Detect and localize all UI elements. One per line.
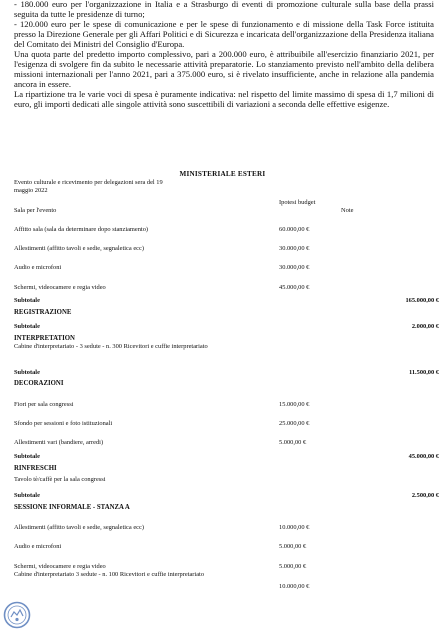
section-heading-label: SESSIONE INFORMALE - STANZA A bbox=[14, 504, 130, 511]
intro-paragraph-3: Una quota parte del predetto importo complessivo, pari a 200.000 euro, è attribuibile all'esercizio finanziario 2021, per l'esigenza di svolgere fin da subito le necessarie attività preparatorie. Lo stanziamento previsto nell'ambito della delibera missioni internazionali per l'anno 2021, pari a 375.000 euro, si è rivelato insufficiente, anche in relazione alla pandemia ancora in essere. bbox=[14, 49, 434, 89]
subtotal-value: 45.000,00 € bbox=[408, 453, 439, 460]
subtotal-label: Subtotale bbox=[14, 297, 40, 304]
subtotal-label: Subtotale bbox=[14, 453, 40, 460]
section-heading-label: RINFRESCHI bbox=[14, 465, 57, 472]
row-label: Sfondo per sessioni e foto istituzionali bbox=[14, 420, 113, 427]
intro-paragraph-4: La ripartizione tra le varie voci di spesa è puramente indicativa: nel rispetto del limite massimo di spesa di 1,7 milioni di euro, gli importi dedicati alle singole attività sono suscettibili di variazioni a seconda delle effettive esigenze. bbox=[14, 89, 434, 109]
budget-column-header: Ipotesi budget bbox=[279, 199, 316, 206]
row-budget: 25.000,00 € bbox=[279, 420, 310, 427]
row-label: Audio e microfoni bbox=[14, 264, 62, 271]
subtotal-label: Subtotale bbox=[14, 323, 40, 330]
row-label: Audio e microfoni bbox=[14, 543, 62, 550]
venue-section-label: Sala per l'evento bbox=[14, 207, 57, 214]
row-label: Allestimenti (affitto tavoli e sedie, segnaletica ecc) bbox=[14, 245, 144, 252]
row-budget: 45.000,00 € bbox=[279, 284, 310, 291]
subtotal-value: 11.500,00 € bbox=[408, 369, 439, 376]
section-heading-label: INTERPRETATION bbox=[14, 335, 75, 342]
row-label: Fiori per sala congressi bbox=[14, 401, 74, 408]
section-heading-label: DECORAZIONI bbox=[14, 380, 64, 387]
subtotal-label: Subtotale bbox=[14, 492, 40, 499]
row-label: Allestimenti vari (bandiere, arredi) bbox=[14, 439, 104, 446]
subtotal-value: 2.500,00 € bbox=[411, 492, 439, 499]
official-seal-icon bbox=[3, 601, 31, 629]
section-heading-label: REGISTRAZIONE bbox=[14, 309, 72, 316]
subtotal-value: 2.000,00 € bbox=[411, 323, 439, 330]
event-description: Evento culturale e ricevimento per delegazioni sera del 19 maggio 2022 bbox=[14, 179, 163, 194]
row-budget: 60.000,00 € bbox=[279, 226, 310, 233]
row-label: Cabine d'interpretariato - 3 sedute - n. 300 Ricevitori e cuffie interpretariato bbox=[14, 343, 208, 350]
row-label: Allestimenti (affitto tavoli e sedie, segnaletica ecc) bbox=[14, 524, 144, 531]
row-budget: 30.000,00 € bbox=[279, 245, 310, 252]
intro-paragraph-2: - 120.000 euro per le spese di comunicazione e per le spese di funzionamento e di missione della Task Force istituita presso la Direzione Generale per gli Affari Politici e di Sicurezza e incaricata dell'organizzazione della Presidenza italiana del Comitato dei Ministri del Consiglio d'Europa. bbox=[14, 19, 434, 49]
row-budget: 10.000,00 € bbox=[279, 583, 310, 590]
subtotal-label: Subtotale bbox=[14, 369, 40, 376]
intro-paragraph-1: - 180.000 euro per l'organizzazione in Italia e a Strasburgo di eventi di promozione culturale sulla base della prassi seguita da tutte le presidenze di turno; bbox=[14, 0, 434, 19]
row-budget: 5.000,00 € bbox=[279, 439, 307, 446]
row-budget: 30.000,00 € bbox=[279, 264, 310, 271]
note-column-header: Note bbox=[341, 207, 354, 214]
row-budget: 10.000,00 € bbox=[279, 524, 310, 531]
row-label: Cabine d'interpretariato 3 sedute - n. 100 Ricevitori e cuffie interpretariato bbox=[14, 571, 205, 578]
row-budget: 5.000,00 € bbox=[279, 543, 307, 550]
table-title: MINISTERIALE ESTERI bbox=[179, 170, 266, 178]
intro-text bbox=[14, 0, 434, 109]
subtotal-value: 165.000,00 € bbox=[405, 297, 439, 304]
row-budget: 15.000,00 € bbox=[279, 401, 310, 408]
row-label: Schermi, videocamere e regia video bbox=[14, 284, 106, 291]
row-label: Tavolo tè/caffè per la sala congressi bbox=[14, 476, 106, 483]
row-label: Schermi, videocamere e regia video bbox=[14, 563, 106, 570]
row-budget: 5.000,00 € bbox=[279, 563, 307, 570]
row-label: Affitto sala (sala da determinare dopo stanziamento) bbox=[14, 226, 149, 233]
